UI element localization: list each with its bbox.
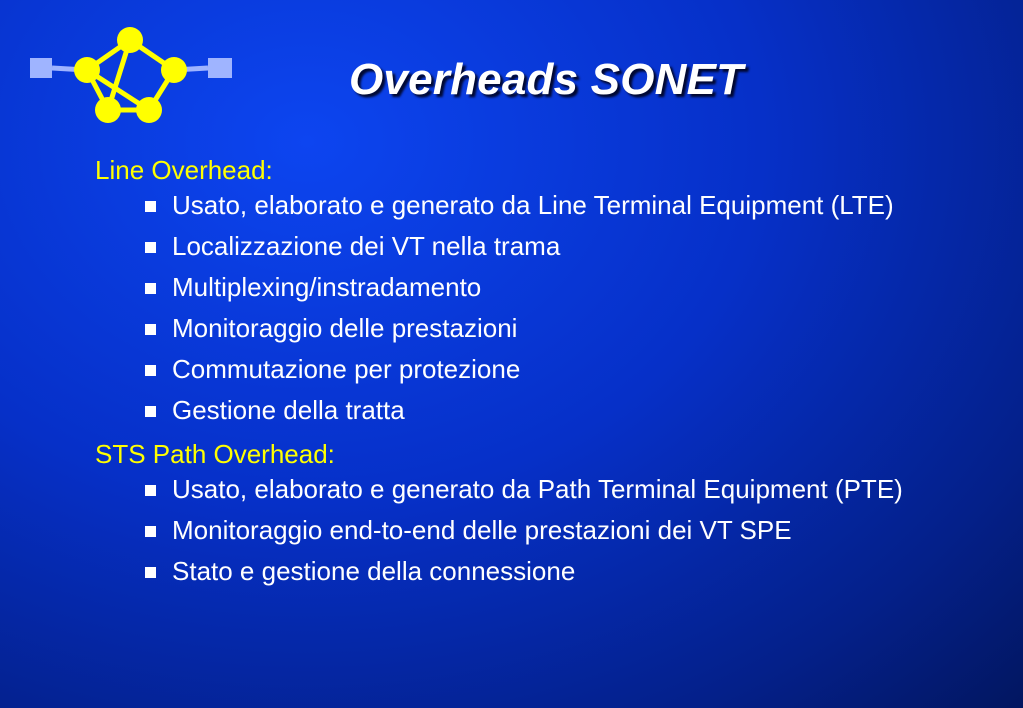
list-item: Localizzazione dei VT nella trama bbox=[172, 231, 995, 262]
square-bullet-icon bbox=[145, 406, 156, 417]
list-item: Stato e gestione della connessione bbox=[172, 556, 995, 587]
square-bullet-icon bbox=[145, 201, 156, 212]
section-sts-path-overhead bbox=[95, 436, 995, 587]
left-connector bbox=[30, 58, 52, 78]
section-heading: STS Path Overhead: bbox=[95, 439, 335, 469]
network-graph-icon bbox=[28, 24, 234, 126]
list-item: Monitoraggio end-to-end delle prestazioni dei VT SPE bbox=[172, 515, 995, 546]
list-item: Commutazione per protezione bbox=[172, 354, 995, 385]
list-item: Monitoraggio delle prestazioni bbox=[172, 313, 995, 344]
section-line-overhead bbox=[95, 152, 995, 426]
square-bullet-icon bbox=[145, 324, 156, 335]
list-item: Usato, elaborato e generato da Line Terminal Equipment (LTE) bbox=[172, 190, 995, 221]
list-item: Usato, elaborato e generato da Path Terminal Equipment (PTE) bbox=[172, 474, 995, 505]
square-bullet-icon bbox=[145, 242, 156, 253]
square-bullet-icon bbox=[145, 567, 156, 578]
slide-title: Overheads SONET bbox=[349, 55, 744, 104]
square-bullet-icon bbox=[145, 283, 156, 294]
section-heading: Line Overhead: bbox=[95, 155, 273, 185]
bullet-list bbox=[95, 190, 995, 426]
list-item: Multiplexing/instradamento bbox=[172, 272, 995, 303]
square-bullet-icon bbox=[145, 526, 156, 537]
square-bullet-icon bbox=[145, 365, 156, 376]
square-bullet-icon bbox=[145, 485, 156, 496]
right-connector bbox=[208, 58, 232, 78]
list-item: Gestione della tratta bbox=[172, 395, 995, 426]
slide-content bbox=[95, 152, 995, 597]
bullet-list bbox=[95, 474, 995, 587]
